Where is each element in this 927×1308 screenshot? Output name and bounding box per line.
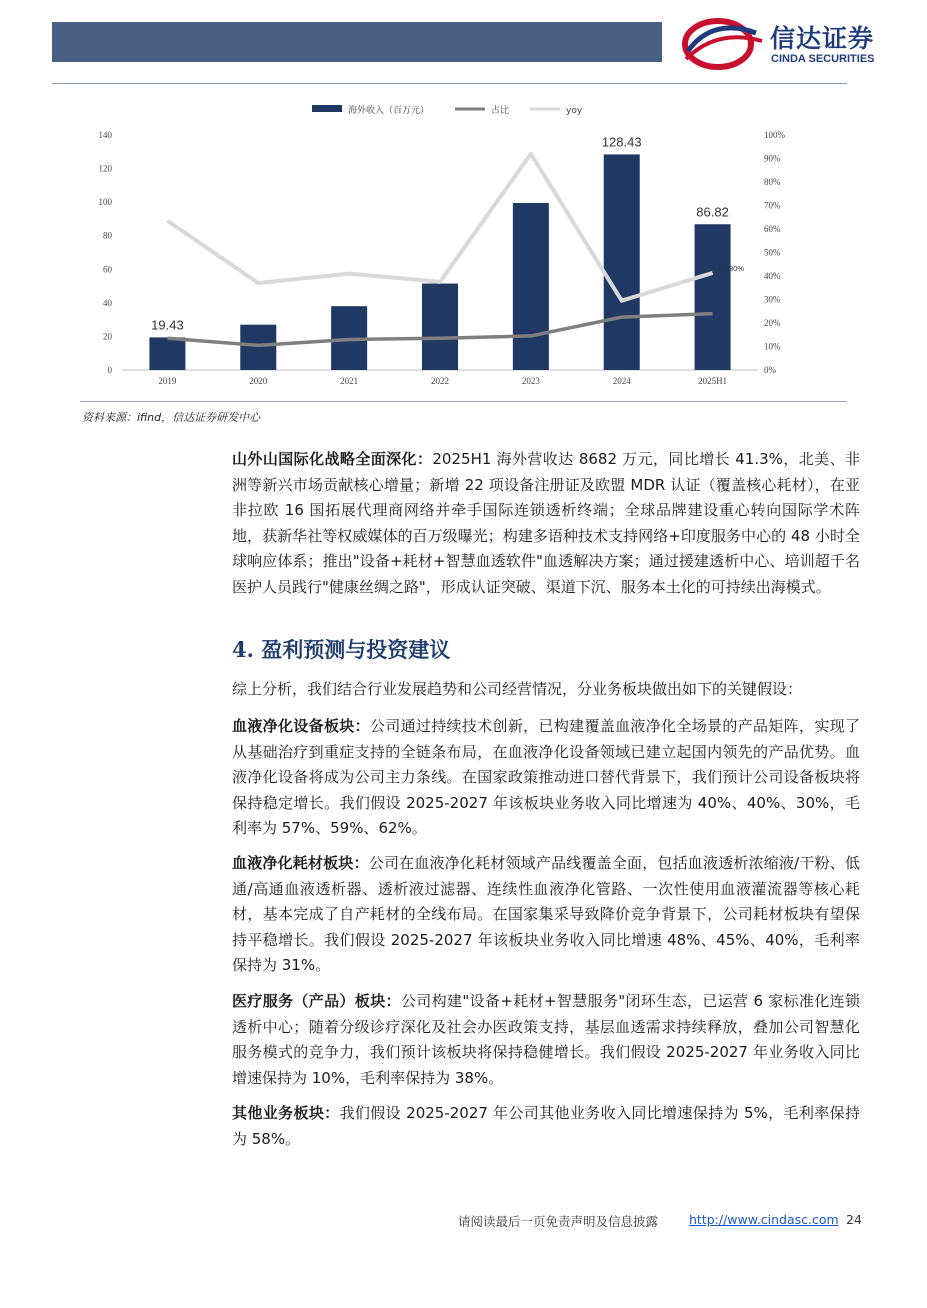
legend-label: 海外收入（百万元） xyxy=(348,106,430,116)
y-right-tick-label: 40% xyxy=(764,271,781,281)
y-left-tick-label: 40 xyxy=(103,297,112,308)
paragraph-body: 公司在血液净化耗材领域产品线覆盖全面，包括血液透析浓缩液/干粉、低通/高通血液透析器、透析液过滤器、连续性血液净化管路、一次性使用血液灌流器等核心耗材，基本完成了自产耗材的全线布局。在国家集采导致降价竞争背景下，公司耗材板块有望保持平稳增长。我们假设 2025-2027 年该板块业务收入同比增速 48%、45%、40%，毛利率保持为 31%。 xyxy=(232,854,860,974)
bar-data-label: 86.82 xyxy=(696,204,729,220)
y-right-tick-label: 10% xyxy=(764,341,781,352)
paragraph-intl-strategy xyxy=(232,447,860,600)
x-tick-label: 2025H1 xyxy=(698,376,728,386)
page-number: 24 xyxy=(846,1212,862,1227)
legend-label: 占比 xyxy=(491,106,510,116)
y-left-tick-label: 120 xyxy=(98,163,112,174)
bar xyxy=(604,154,640,370)
logo-english-text: CINDA SECURITIES xyxy=(771,53,875,65)
paragraph-lead: 血液净化设备板块： xyxy=(232,717,370,735)
y-left-tick-label: 60 xyxy=(103,264,112,275)
paragraph-body: 2025H1 海外营收达 8682 万元，同比增长 41.3%，北美、非洲等新兴市场贡献核心增量；新增 22 项设备注册证及欧盟 MDR 认证（覆盖核心耗材），在亚非拉欧 16 国拓展代理商网络并牵手国际连锁透析终端；全球品牌建设重心转向国际学术阵地，获新华社等权威媒体的百万级曝光；构建多语种技术支持网络+印度服务中心的 48 小时全球响应体系；推出"设备+耗材+智慧血透软件"血透解决方案；通过援建透析中心、培训超千名医护人员践行"健康丝绸之路"，形成认证突破、渠道下沉、服务本土化的可持续出海模式。 xyxy=(232,450,860,596)
logo-chinese-text: 信达证券 xyxy=(770,24,875,53)
paragraph-lead: 山外山国际化战略全面深化： xyxy=(232,450,433,468)
footer-disclaimer: 请阅读最后一页免责声明及信息披露 xyxy=(458,1214,659,1229)
paragraph-consumables xyxy=(232,851,860,979)
paragraph-lead: 其他业务板块： xyxy=(232,1104,340,1122)
x-tick-label: 2020 xyxy=(249,376,268,386)
y-left-tick-label: 0 xyxy=(107,365,112,375)
y-left-tick-label: 100 xyxy=(98,197,112,208)
line-data-label: 41.30% xyxy=(718,263,745,273)
legend-swatch-bar xyxy=(312,105,342,112)
y-left-tick-label: 140 xyxy=(98,130,112,140)
x-tick-label: 2021 xyxy=(340,376,359,386)
header-band xyxy=(52,22,662,62)
x-tick-label: 2024 xyxy=(612,376,631,386)
logo-swoosh-icon xyxy=(680,15,770,73)
paragraph-body: 综上分析，我们结合行业发展趋势和公司经营情况，分业务板块做出如下的关键假设： xyxy=(232,680,803,698)
bar xyxy=(149,337,185,370)
y-left-tick-label: 80 xyxy=(103,230,112,241)
bar-data-label: 128.43 xyxy=(601,134,642,150)
bar xyxy=(240,325,276,370)
paragraph-other-business xyxy=(232,1101,860,1152)
bar xyxy=(695,224,731,370)
y-right-tick-label: 70% xyxy=(764,200,781,211)
paragraph-summary xyxy=(232,677,860,703)
y-right-tick-label: 0% xyxy=(764,365,776,375)
y-right-tick-label: 30% xyxy=(764,294,781,305)
paragraph-medical-services xyxy=(232,989,860,1091)
y-right-tick-label: 90% xyxy=(764,153,781,164)
y-left-tick-label: 20 xyxy=(103,331,112,342)
section-title: 4. 盈利预测与投资建议 xyxy=(232,637,451,662)
bar xyxy=(422,284,458,370)
y-right-tick-label: 80% xyxy=(764,177,781,187)
paragraph-equipment xyxy=(232,714,860,842)
x-tick-label: 2023 xyxy=(521,376,540,386)
y-right-tick-label: 20% xyxy=(764,318,781,328)
x-tick-label: 2022 xyxy=(431,376,449,386)
paragraph-lead: 医疗服务（产品）板块： xyxy=(232,992,401,1010)
paragraph-lead: 血液净化耗材板块： xyxy=(232,854,369,872)
overseas-revenue-chart xyxy=(70,95,850,395)
x-tick-label: 2019 xyxy=(158,376,177,386)
chart-source-note: 资料来源：ifind，信达证券研发中心 xyxy=(82,411,261,424)
bar xyxy=(513,203,549,370)
bar-data-label: 19.43 xyxy=(151,317,184,333)
paragraph-body: 公司通过持续技术创新，已构建覆盖血液净化全场景的产品矩阵，实现了从基础治疗到重症支持的全链条布局，在血液净化设备领域已建立起国内领先的产品优势。血液净化设备将成为公司主力条线。在国家政策推动进口替代背景下，我们预计公司设备板块将保持稳定增长。我们假设 2025-2027 年该板块业务收入同比增速为 40%、40%、30%，毛利率为 57%、59%、62%。 xyxy=(232,717,860,837)
y-right-tick-label: 60% xyxy=(764,224,781,234)
chart-divider xyxy=(80,401,847,402)
footer-website-link[interactable]: http://www.cindasc.com xyxy=(689,1212,839,1227)
paragraph-body: 我们假设 2025-2027 年公司其他业务收入同比增速保持为 5%，毛利率保持为 58%。 xyxy=(232,1104,860,1148)
y-right-tick-label: 50% xyxy=(764,247,781,258)
legend-label: yoy xyxy=(566,106,583,116)
company-logo xyxy=(680,15,910,73)
y-right-tick-label: 100% xyxy=(764,130,785,140)
header-divider xyxy=(52,83,847,84)
paragraph-body: 公司构建"设备+耗材+智慧服务"闭环生态，已运营 6 家标准化连锁透析中心；随着分级诊疗深化及社会办医政策支持，基层血透需求持续释放，叠加公司智慧化服务模式的竞争力，我们预计该板块将保持稳健增长。我们假设 2025-2027 年业务收入同比增速保持为 10%，毛利率保持为 38%。 xyxy=(232,992,860,1087)
chart-svg xyxy=(70,95,850,395)
